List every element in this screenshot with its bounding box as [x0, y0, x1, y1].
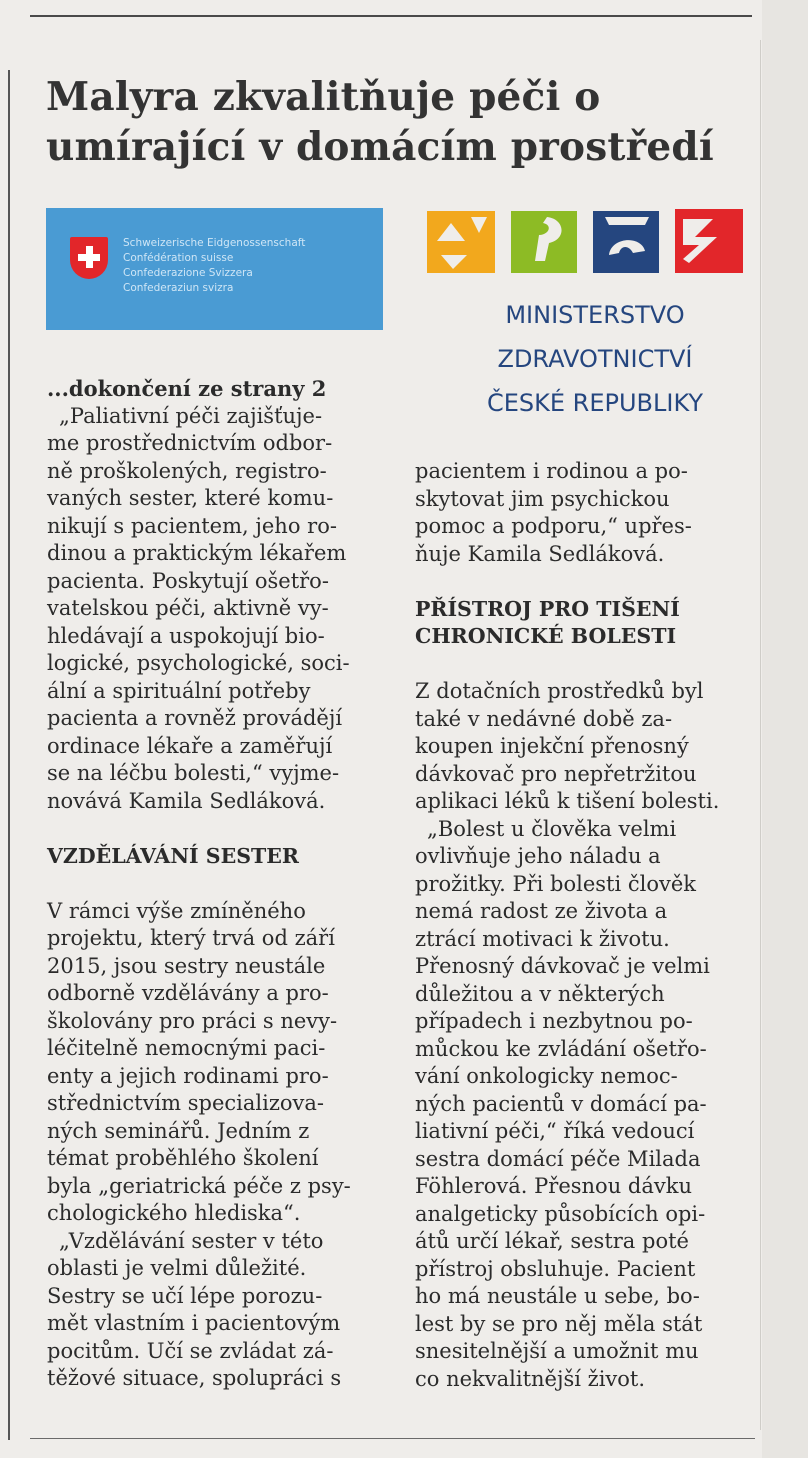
text-line: odborně vzdělávány a pro-: [47, 981, 329, 1005]
text-line: mět vlastním i pacientovým: [47, 1311, 341, 1335]
paragraph-gap: [415, 651, 760, 679]
swiss-logo-line: Schweizerische Eidgenossenschaft: [123, 237, 306, 249]
logo-block-green: [511, 211, 577, 273]
text-line: logické, psychologické, soci-: [47, 651, 350, 675]
text-line: pomoc a podporu,“ upřes-: [415, 514, 692, 538]
text-line: ně proškolených, registro-: [47, 458, 327, 483]
logo-block-blue: [593, 211, 659, 273]
text-line: projektu, který trvá od září: [47, 926, 335, 950]
swiss-cross-icon: [70, 237, 108, 279]
article-column-left: [47, 375, 387, 1393]
text-line: pacienta a rovněž provádějí: [47, 706, 343, 730]
text-line: ňuje Kamila Sedláková.: [415, 541, 665, 566]
text-line: ordinace lékaře a zaměřují: [47, 733, 333, 758]
ministry-name: [445, 293, 745, 425]
section-heading: VZDĚLÁVÁNÍ SESTER: [47, 843, 299, 868]
article-headline: [46, 72, 761, 172]
paragraph-gap: [47, 870, 387, 898]
swiss-logo-text: [123, 236, 373, 296]
text-line: se na léčbu bolesti,“ vyjme-: [47, 761, 340, 785]
text-line: hledávají a uspokojují bio-: [47, 623, 325, 648]
bottom-rule: [30, 1438, 755, 1439]
text-line: koupen injekční přenosný: [415, 734, 689, 758]
column-rule: [8, 70, 10, 1440]
text-line: lest by se pro něj měla stát: [415, 1311, 703, 1336]
text-line: „Paliativní péči zajišťuje-: [59, 403, 323, 428]
text-line: sestra domácí péče Milada: [415, 1146, 701, 1171]
text-line: případech i nezbytnou po-: [415, 1009, 693, 1033]
ministry-line: MINISTERSTVO: [505, 301, 685, 329]
top-rule: [30, 15, 752, 17]
ministry-line: ČESKÉ REPUBLIKY: [486, 389, 704, 417]
text-line: liativní péči,“ říká vedoucí: [415, 1119, 695, 1143]
text-line: ných seminářů. Jedním z: [47, 1118, 310, 1143]
text-line: ...dokončení ze strany 2: [47, 376, 327, 401]
text-line: ných pacientů v domácí pa-: [415, 1091, 707, 1116]
paragraph-gap: [47, 815, 387, 843]
page-fold-line: [760, 40, 761, 1430]
article-column-right: [415, 458, 760, 1393]
text-line: V rámci výše zmíněného: [47, 898, 306, 923]
section-heading: CHRONICKÉ BOLESTI: [415, 624, 677, 648]
text-line: také v nedávné době za-: [415, 706, 673, 731]
text-line: enty a jejich rodinami pro-: [47, 1063, 329, 1088]
text-line: dinou a praktickým lékařem: [47, 541, 347, 565]
ministry-line: ZDRAVOTNICTVÍ: [497, 345, 693, 373]
text-line: ální a spirituální potřeby: [47, 678, 311, 703]
text-line: Sestry se učí lépe porozu-: [47, 1283, 323, 1308]
logo-block-red: [675, 209, 743, 273]
ministry-logo-icon: [427, 207, 743, 275]
text-line: co nekvalitnější život.: [415, 1366, 646, 1391]
swiss-logo-line: Confederazione Svizzera: [123, 267, 253, 279]
text-line: chologického hlediska“.: [47, 1201, 301, 1225]
text-line: „Bolest u člověka velmi: [427, 816, 677, 841]
text-line: těžové situace, spolupráci s: [47, 1366, 342, 1390]
text-line: átů určí lékař, sestra poté: [415, 1229, 689, 1253]
text-line: dávkovač pro nepřetržitou: [415, 761, 697, 786]
swiss-confederation-logo: [46, 208, 383, 330]
text-line: vání onkologicky nemoc-: [415, 1064, 678, 1088]
text-line: oblasti je velmi důležité.: [47, 1256, 307, 1280]
text-line: skytovat jim psychickou: [415, 486, 670, 511]
text-line: Föhlerová. Přesnou dávku: [415, 1174, 692, 1198]
paragraph-gap: [415, 568, 760, 596]
text-line: novává Kamila Sedláková.: [47, 788, 326, 813]
text-line: aplikaci léků k tišení bolesti.: [415, 789, 720, 813]
text-line: nemá radost ze života a: [415, 899, 668, 923]
text-line: ho má neustále u sebe, bo-: [415, 1284, 700, 1308]
text-line: nikují s pacientem, jeho ro-: [47, 513, 337, 538]
text-line: přístroj obsluhuje. Pacient: [415, 1256, 696, 1281]
text-line: pacientem i rodinou a po-: [415, 459, 688, 483]
section-heading: PŘÍSTROJ PRO TIŠENÍ: [415, 596, 680, 621]
text-line: pacienta. Poskytují ošetřo-: [47, 568, 329, 593]
text-line: ztrácí motivaci k životu.: [415, 926, 670, 951]
swiss-logo-line: Confédération suisse: [123, 252, 234, 264]
text-line: ovlivňuje jeho náladu a: [415, 844, 661, 868]
text-line: střednictvím specializova-: [47, 1091, 324, 1115]
headline-line: umírající v domácím prostředí: [46, 124, 714, 170]
text-line: školovány pro práci s nevy-: [47, 1008, 338, 1033]
swiss-logo-line: Confederaziun svizra: [123, 282, 234, 294]
text-line: můckou ke zvládání ošetřo-: [415, 1036, 707, 1061]
text-line: byla „geriatrická péče z psy-: [47, 1173, 351, 1198]
text-line: Přenosný dávkovač je velmi: [415, 954, 710, 978]
text-line: snesitelnější a umožnit mu: [415, 1339, 699, 1363]
text-line: témat proběhlého školení: [47, 1146, 319, 1170]
text-line: pocitům. Učí se zvládat zá-: [47, 1338, 334, 1363]
text-line: důležitou a v některých: [415, 981, 665, 1006]
text-line: „Vzdělávání sester v této: [59, 1228, 324, 1253]
text-line: vatelskou péči, aktivně vy-: [47, 596, 329, 620]
text-line: Z dotačních prostředků byl: [415, 679, 704, 703]
text-line: vaných sester, které komu-: [47, 486, 334, 510]
text-line: prožitky. Při bolesti člověk: [415, 871, 697, 896]
text-line: 2015, jsou sestry neustále: [47, 953, 326, 978]
text-line: léčitelně nemocnými paci-: [47, 1036, 326, 1060]
headline-line: Malyra zkvalitňuje péči o: [46, 74, 601, 120]
logo-block-yellow: [427, 211, 495, 273]
text-line: me prostřednictvím odbor-: [47, 431, 333, 455]
text-line: analgeticky působících opi-: [415, 1201, 706, 1226]
adjacent-page-edge: [762, 0, 808, 1458]
